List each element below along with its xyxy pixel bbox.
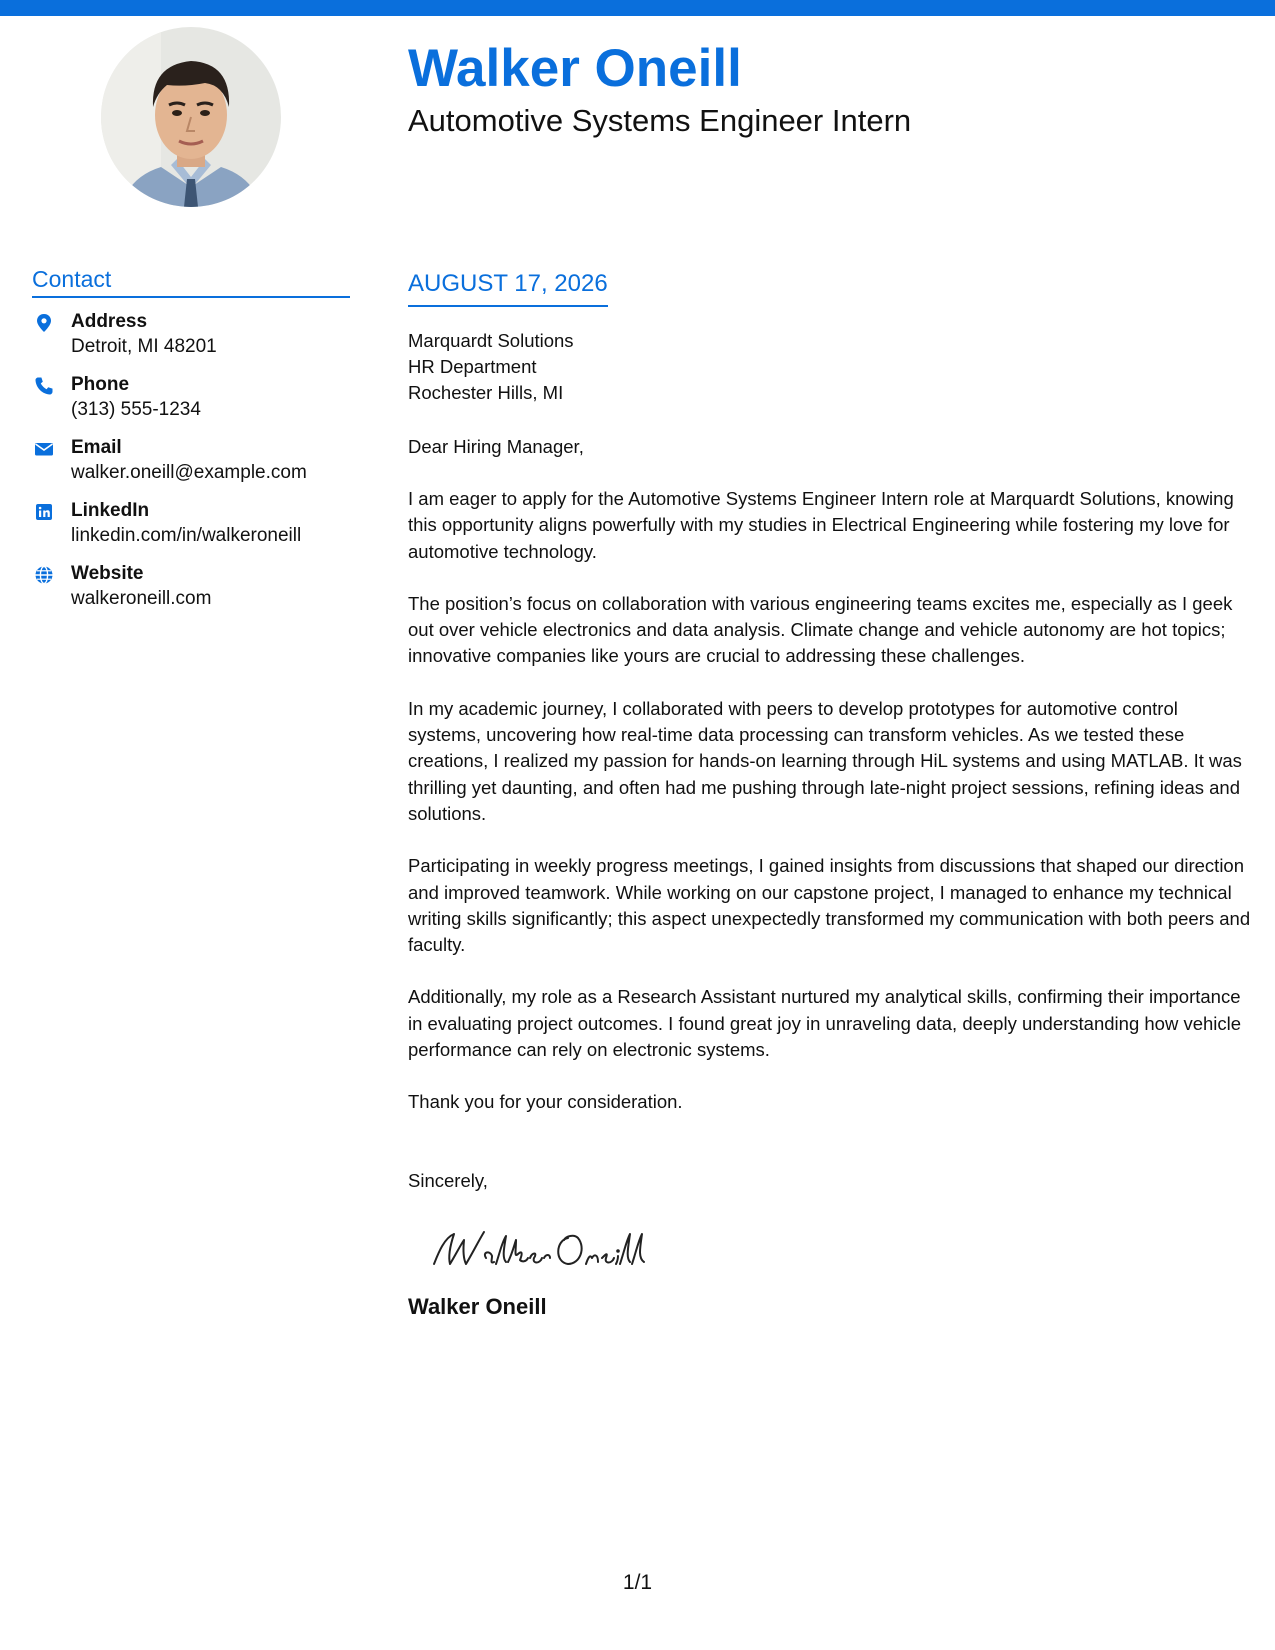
candidate-name: Walker Oneill	[408, 39, 742, 98]
contact-label: LinkedIn	[71, 500, 150, 521]
letter-paragraph: Participating in weekly progress meetings, I gained insights from discussions that shaped our direction and improved teamwork. While working on our capstone project, I managed to enhance my technical writing skills significantly; this aspect unexpectedly transformed my communication with both peers and faculty.	[408, 855, 1251, 956]
closing: Sincerely,	[408, 1169, 488, 1191]
thanks-line: Thank you for your consideration.	[408, 1091, 683, 1113]
page-number: 1/1	[622, 1571, 653, 1594]
contact-label: Address	[71, 311, 148, 332]
letter-paragraph: I am eager to apply for the Automotive Systems Engineer Intern role at Marquardt Solutions, knowing this opportunity aligns powerfully with my studies in Electrical Engineering while fostering my love for automotive technology.	[408, 487, 1234, 562]
letter-paragraph: Additionally, my role as a Research Assistant nurtured my analytical skills, confirming their importance in evaluating project outcomes. I found great joy in unraveling data, deeply understanding how vehicle performance can rely on electronic systems.	[408, 986, 1242, 1061]
phone-icon	[34, 376, 54, 396]
map-pin-icon	[34, 313, 54, 333]
contact-label: Phone	[71, 374, 130, 395]
website-value: walkeroneill.com	[71, 588, 212, 609]
address-value: Detroit, MI 48201	[71, 336, 217, 357]
profile-photo	[101, 27, 281, 207]
letter-date: AUGUST 17, 2026	[408, 270, 608, 307]
recipient-block	[408, 328, 1253, 407]
phone-value: (313) 555-1234	[71, 399, 201, 420]
contact-item-phone	[32, 372, 362, 435]
job-title: Automotive Systems Engineer Intern	[408, 103, 912, 138]
recipient-company: Marquardt Solutions	[408, 329, 574, 351]
letter-paragraph: In my academic journey, I collaborated with peers to develop prototypes for automotive control systems, uncovering how real-time data processing can transform vehicles. As we tested these creations, I realized my passion for hands-on learning through HiL systems and using MATLAB. It was thrilling yet daunting, and often had me pushing through late-night project sessions, refining ideas and solutions.	[408, 697, 1242, 824]
linkedin-icon	[34, 502, 54, 522]
contact-item-email	[32, 435, 362, 498]
signed-name: Walker Oneill	[408, 1293, 547, 1319]
letter-paragraph: The position’s focus on collaboration with various engineering teams excites me, especially as I geek out over vehicle electronics and data analysis. Climate change and vehicle autonomy are hot topics; innovative companies like yours are crucial to addressing these challenges.	[408, 592, 1233, 667]
recipient-location: Rochester Hills, MI	[408, 382, 564, 404]
contact-item-linkedin	[32, 498, 362, 561]
contact-list	[32, 309, 362, 624]
letter-body	[408, 270, 1253, 1320]
contact-item-address	[32, 309, 362, 372]
contact-heading: Contact	[32, 266, 350, 298]
recipient-department: HR Department	[408, 356, 537, 378]
top-accent-bar	[0, 0, 1275, 16]
globe-icon	[34, 565, 54, 585]
email-value: walker.oneill@example.com	[71, 462, 307, 483]
salutation: Dear Hiring Manager,	[408, 435, 584, 457]
contact-label: Website	[71, 563, 144, 584]
linkedin-value: linkedin.com/in/walkeroneill	[71, 525, 302, 546]
envelope-icon	[34, 439, 54, 459]
contact-item-website	[32, 561, 362, 624]
handwritten-signature	[428, 1224, 658, 1276]
contact-label: Email	[71, 437, 122, 458]
